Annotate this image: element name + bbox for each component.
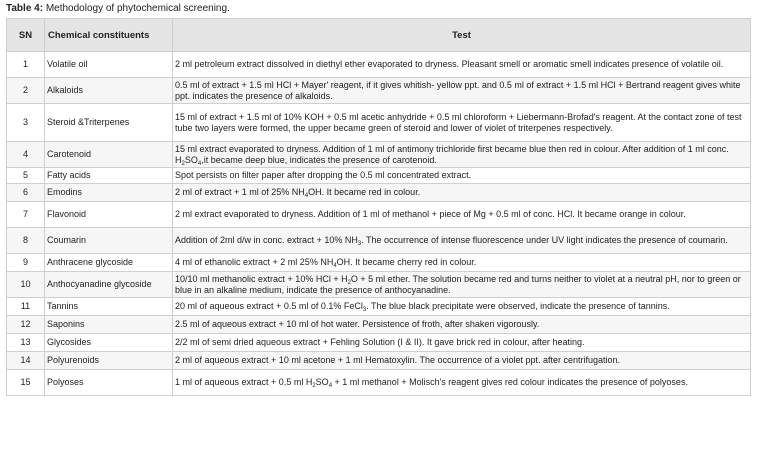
table-row <box>7 202 751 228</box>
cell-sn: 7 <box>7 202 45 228</box>
cell-test: 2 ml petroleum extract dissolved in diethyl ether evaporated to dryness. Pleasant smell or aromatic smell indicates presence of volatile oil. <box>173 52 751 78</box>
test-text: O + 5 ml ether. The solution became red and turns neither to violet at a neutral pH, nor to green or blue in an alkaline medium, indicate the presence of anthocyanadine. <box>175 273 741 295</box>
cell-sn: 8 <box>7 228 45 254</box>
cell-test <box>173 298 751 316</box>
cell-sn: 6 <box>7 184 45 202</box>
cell-test: 2.5 ml of aqueous extract + 10 ml of hot water. Persistence of froth, after shaken vigorously. <box>173 316 751 334</box>
cell-sn: 10 <box>7 272 45 298</box>
test-text: OH. It became cherry red in colour. <box>336 257 477 267</box>
subscript-text: 3 <box>362 307 367 313</box>
table-row <box>7 370 751 396</box>
cell-constituent: Polyoses <box>45 370 173 396</box>
cell-test: 15 ml of extract + 1.5 ml of 10% KOH + 0.5 ml acetic anhydride + 0.5 ml chloroform + Liebermann-Brofad's reagent. At the contact zone of test tube two layers were formed, the upper became green of steroid and lower of violet of triterpenes respectively. <box>173 104 751 142</box>
test-text: 2 ml of extract + 1 ml of 25% NH <box>175 187 305 197</box>
cell-constituent: Polyurenoids <box>45 352 173 370</box>
cell-sn: 15 <box>7 370 45 396</box>
cell-sn: 5 <box>7 168 45 184</box>
table-row <box>7 272 751 298</box>
header-constituent: Chemical constituents <box>45 19 173 52</box>
table-row <box>7 168 751 184</box>
cell-sn: 9 <box>7 254 45 272</box>
test-text: Addition of 2ml d/w in conc. extract + 10% NH <box>175 235 358 245</box>
cell-test <box>173 228 751 254</box>
table-header-row <box>7 19 751 52</box>
test-text: 20 ml of aqueous extract + 0.5 ml of 0.1% FeCl <box>175 301 363 311</box>
cell-sn: 12 <box>7 316 45 334</box>
subscript-text: 4 <box>328 383 333 389</box>
table-row <box>7 352 751 370</box>
cell-test <box>173 272 751 298</box>
cell-test: 2 ml extract evaporated to dryness. Addition of 1 ml of methanol + piece of Mg + 0.5 ml of conc. HCl. It became orange in colour. <box>173 202 751 228</box>
table-body <box>7 52 751 396</box>
table-row <box>7 52 751 78</box>
subscript-text: 2 <box>181 160 185 167</box>
test-text: . The blue black precipitate were observed, indicate the presence of tannins. <box>366 301 670 311</box>
cell-sn: 3 <box>7 104 45 142</box>
caption-label: Table 4: <box>6 3 44 14</box>
table-row <box>7 78 751 104</box>
table-row <box>7 334 751 352</box>
table-row <box>7 298 751 316</box>
cell-constituent: Steroid &Triterpenes <box>45 104 173 142</box>
subscript-text: 3 <box>357 241 362 247</box>
cell-constituent: Saponins <box>45 316 173 334</box>
cell-constituent: Volatile oil <box>45 52 173 78</box>
cell-test: 2 ml of aqueous extract + 10 ml acetone + 1 ml Hematoxylin. The occurrence of a violet ppt. after centrifugation. <box>173 352 751 370</box>
header-test: Test <box>173 19 751 52</box>
test-text: 1 ml of aqueous extract + 0.5 ml H <box>175 377 313 387</box>
test-text: 10/10 ml methanolic extract + 10% HCl + H <box>175 273 348 284</box>
cell-test: 0.5 ml of extract + 1.5 ml HCl + Mayer' reagent, if it gives whitish- yellow ppt. and 0.5 ml of extract + 1.5 ml HCl + Bertrand reagent gives white ppt. indicates the presence of alkaloids. <box>173 78 751 104</box>
cell-sn: 14 <box>7 352 45 370</box>
test-text: OH. It became red in colour. <box>308 187 421 197</box>
cell-sn: 13 <box>7 334 45 352</box>
table-row <box>7 228 751 254</box>
test-text: SO <box>184 154 198 165</box>
cell-test <box>173 184 751 202</box>
subscript-text: 4 <box>197 160 202 167</box>
cell-test: 2/2 ml of semi dried aqueous extract + Fehling Solution (I & II). It gave brick red in colour, after heating. <box>173 334 751 352</box>
table-row <box>7 142 751 168</box>
cell-test <box>173 254 751 272</box>
cell-sn: 2 <box>7 78 45 104</box>
table-row <box>7 316 751 334</box>
subscript-text: 4 <box>304 193 309 199</box>
cell-constituent: Anthracene glycoside <box>45 254 173 272</box>
cell-constituent: Glycosides <box>45 334 173 352</box>
cell-constituent: Alkaloids <box>45 78 173 104</box>
cell-constituent: Flavonoid <box>45 202 173 228</box>
cell-constituent: Tannins <box>45 298 173 316</box>
cell-constituent: Carotenoid <box>45 142 173 168</box>
cell-constituent: Fatty acids <box>45 168 173 184</box>
phytochemical-table <box>6 18 751 396</box>
cell-sn: 1 <box>7 52 45 78</box>
test-text: 15 ml extract evaporated to dryness. Addition of 1 ml of antimony trichloride first became blue then red in colour. After addition of 1 ml conc. H <box>175 143 729 165</box>
cell-test: Spot persists on filter paper after dropping the 0.5 ml concentrated extract. <box>173 168 751 184</box>
caption-title: Methodology of phytochemical screening. <box>45 3 230 14</box>
test-text: 4 ml of ethanolic extract + 2 ml 25% NH <box>175 257 334 267</box>
cell-constituent: Anthocyanadine glycoside <box>45 272 173 298</box>
test-text: SO <box>315 377 329 387</box>
cell-sn: 11 <box>7 298 45 316</box>
subscript-text: 2 <box>347 279 351 286</box>
subscript-text: 4 <box>333 263 337 269</box>
subscript-text: 2 <box>312 383 316 389</box>
table-row <box>7 104 751 142</box>
table-row <box>7 184 751 202</box>
cell-test <box>173 370 751 396</box>
cell-test <box>173 142 751 168</box>
test-text: . The occurrence of intense fluorescence under UV light indicates the presence of coumarin. <box>361 235 728 245</box>
cell-constituent: Coumarin <box>45 228 173 254</box>
cell-constituent: Emodins <box>45 184 173 202</box>
table-row <box>7 254 751 272</box>
cell-sn: 4 <box>7 142 45 168</box>
table-caption <box>6 3 230 15</box>
test-text: ,it became deep blue, indicates the presence of carotenoid. <box>201 154 437 165</box>
test-text: + 1 ml methanol + Molisch's reagent gives red colour indicates the presence of polyoses. <box>332 377 688 387</box>
header-sn: SN <box>7 19 45 52</box>
